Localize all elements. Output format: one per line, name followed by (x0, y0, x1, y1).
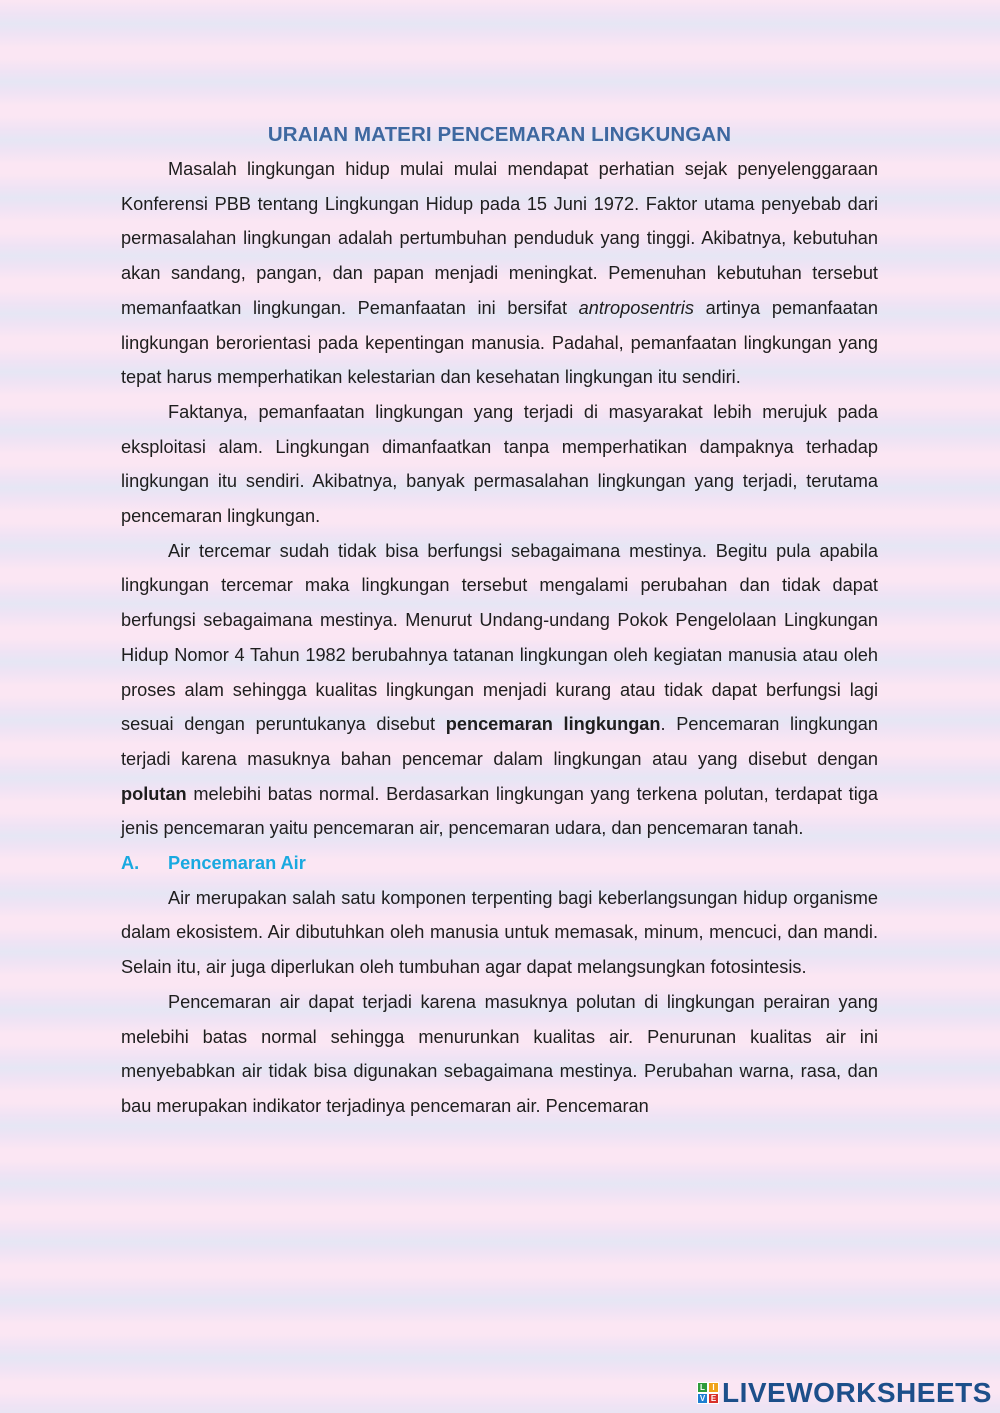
italic-term: antroposentris (578, 297, 694, 318)
bold-term-pencemaran-lingkungan: pencemaran lingkungan (445, 714, 661, 735)
logo-letter-e: E (708, 1393, 719, 1404)
liveworksheets-logo[interactable] (697, 1377, 992, 1409)
paragraph-1-rest: artinya pemanfaatan lingkungan berorientasi pada kepentingan manusia. Padahal, pemanfaatan lingkungan yang tepat harus memperhatikan kelestarian dan kesehatan lingkungan itu sendiri. (121, 297, 878, 388)
section-heading-a (121, 846, 878, 881)
document-page (121, 118, 878, 1124)
section-label: Pencemaran Air (168, 853, 306, 874)
paragraph-3-part-b: . Pencemaran lingkungan terjadi karena masuknya bahan pencemar dalam lingkungan atau yang disebut dengan (121, 714, 879, 769)
section-number: A. (121, 853, 140, 874)
paragraph-2: Faktanya, pemanfaatan lingkungan yang terjadi di masyarakat lebih merujuk pada eksploitasi alam. Lingkungan dimanfaatkan tanpa memperhatikan dampaknya terhadap lingkungan itu sendiri. Akibatnya, banyak permasalahan lingkungan yang terjadi, terutama pencemaran lingkungan. (121, 401, 878, 527)
liveworksheets-wordmark: LIVEWORKSHEETS (722, 1377, 992, 1408)
paragraph-1 (121, 152, 878, 395)
paragraph-1-text: Masalah lingkungan hidup mulai mulai mendapat perhatian sejak penyelenggaraan Konferensi PBB tentang Lingkungan Hidup pada 15 Juni 1972. Faktor utama penyebab dari permasalahan lingkungan adalah pertumbuhan penduduk yang tinggi. Akibatnya, kebutuhan akan sandang, pangan, dan papan menjadi meningkat. Pemenuhan kebutuhan tersebut memanfaatkan lingkungan. Pemanfaatan ini bersifat (121, 159, 878, 318)
paragraph-3 (121, 534, 878, 846)
bold-term-polutan: polutan (121, 783, 187, 804)
paragraph-3-part-a: Air tercemar sudah tidak bisa berfungsi sebagaimana mestinya. Begitu pula apabila lingkungan tercemar maka lingkungan tersebut mengalami perubahan dan tidak dapat berfungsi sebagaimana mestinya. Menurut Undang-undang Pokok Pengelolaan Lingkungan Hidup Nomor 4 Tahun 1982 berubahnya tatanan lingkungan oleh kegiatan manusia atau oleh proses alam sehingga kualitas lingkungan menjadi kurang atau tidak dapat berfungsi lagi sesuai dengan peruntukanya disebut (121, 540, 878, 735)
paragraph-3-part-c: melebihi batas normal. Berdasarkan lingkungan yang terkena polutan, terdapat tiga jenis pencemaran yaitu pencemaran air, pencemaran udara, dan pencemaran tanah. (121, 783, 878, 839)
logo-letter-v: V (697, 1393, 708, 1404)
paragraph-5: Pencemaran air dapat terjadi karena masuknya polutan di lingkungan perairan yang melebihi batas normal sehingga menurunkan kualitas air. Penurunan kualitas air ini menyebabkan air tidak bisa digunakan sebagaimana mestinya. Perubahan warna, rasa, dan bau merupakan indikator terjadinya pencemaran air. Pencemaran (121, 991, 878, 1116)
logo-letter-i: I (708, 1382, 719, 1393)
page-title: URAIAN MATERI PENCEMARAN LINGKUNGAN (267, 123, 732, 146)
paragraph-4: Air merupakan salah satu komponen terpenting bagi keberlangsungan hidup organisme dalam ekosistem. Air dibutuhkan oleh manusia untuk memasak, minum, mencuci, dan mandi. Selain itu, air juga diperlukan oleh tumbuhan agar dapat melangsungkan fotosintesis. (121, 887, 878, 978)
logo-letter-l: L (697, 1382, 708, 1393)
liveworksheets-icon (697, 1382, 719, 1404)
